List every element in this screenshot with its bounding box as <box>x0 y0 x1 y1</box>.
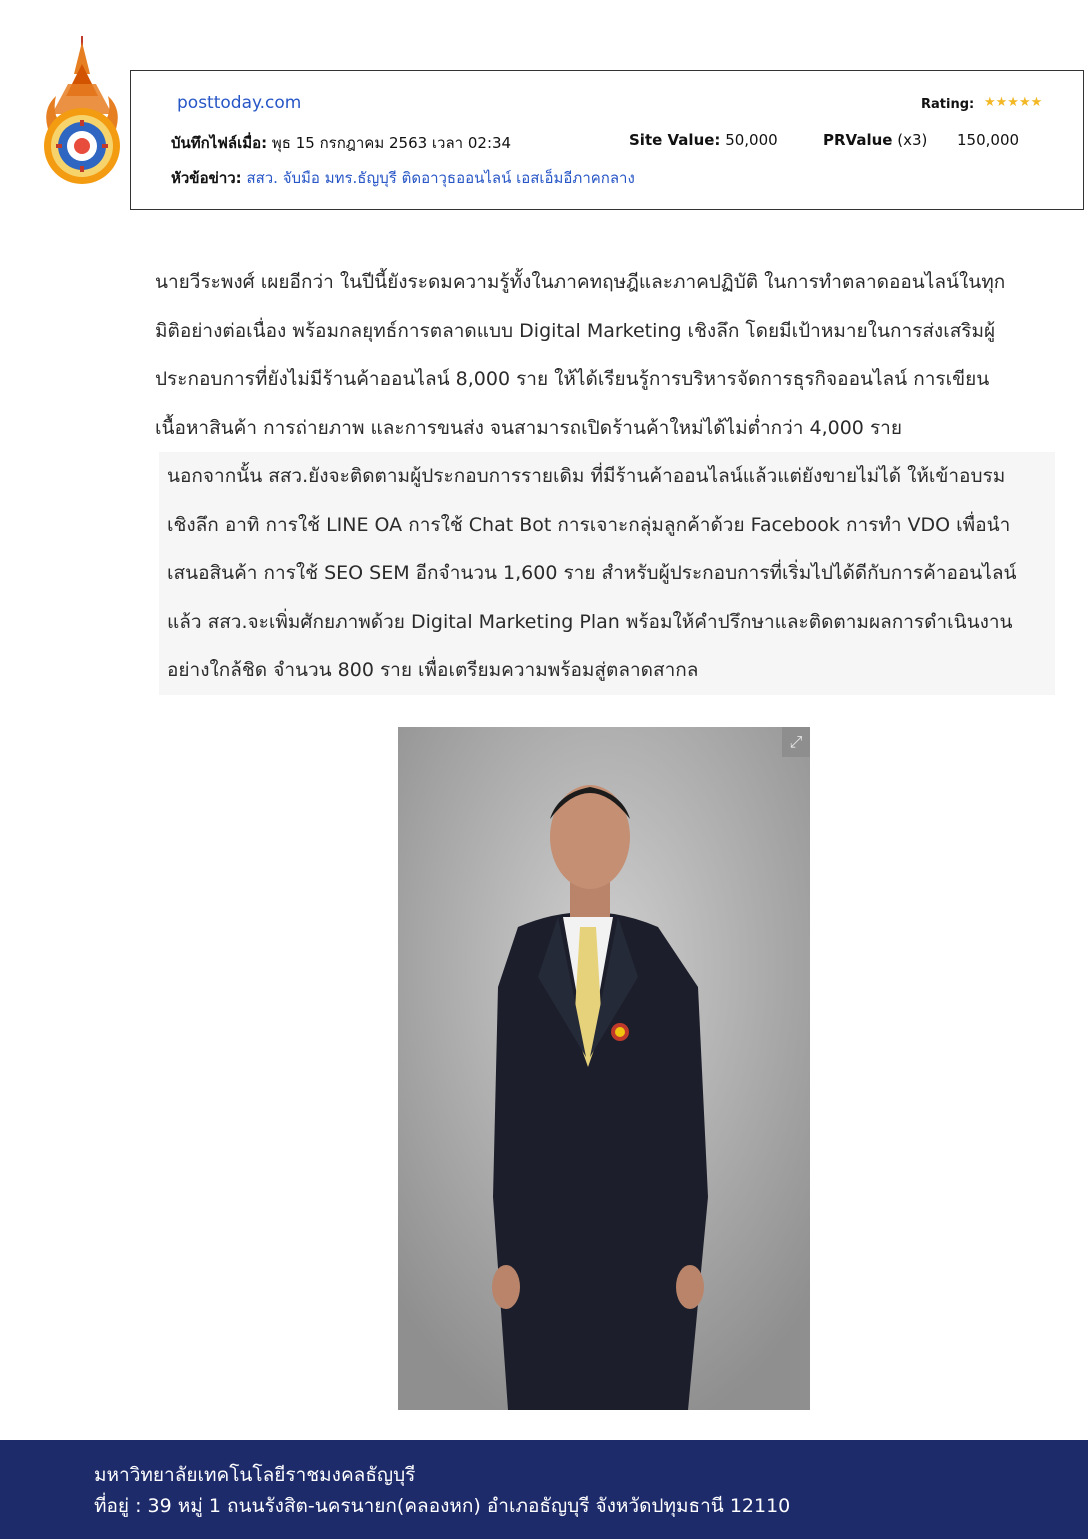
rating-stars-icon: ★★★★★ <box>984 95 1043 110</box>
article-line: อย่างใกล้ชิด จำนวน 800 ราย เพื่อเตรียมความพร้อมสู่ตลาดสากล <box>167 659 699 681</box>
pr-value-number: 150,000 <box>957 131 1020 149</box>
filed-date <box>171 131 511 155</box>
pr-value-label: PRValue <box>823 131 893 149</box>
headline <box>171 166 635 190</box>
rating-label: Rating: <box>921 97 975 112</box>
article-line: ประกอบการที่ยังไม่มีร้านค้าออนไลน์ 8,000 ราย ให้ได้เรียนรู้การบริหารจัดการธุรกิจออนไลน์ การเขียน <box>155 368 990 390</box>
source-link[interactable]: posttoday.com <box>177 93 302 113</box>
article-line: เสนอสินค้า การใช้ SEO SEM อีกจำนวน 1,600 ราย สำหรับผู้ประกอบการที่เริ่มไปได้ดีกับการค้าออนไลน์ <box>167 562 1017 584</box>
article-line: มิติอย่างต่อเนื่อง พร้อมกลยุทธ์การตลาดแบบ Digital Marketing เชิงลึก โดยมีเป้าหมายในการส่งเสริมผู้ <box>155 319 996 342</box>
portrait-photo <box>398 727 810 1410</box>
filed-value: พุธ 15 กรกฎาคม 2563 เวลา 02:34 <box>271 134 512 152</box>
headline-value: สสว. จับมือ มทร.ธัญบุรี ติดอาวุธออนไลน์ เอสเอ็มอีภาคกลาง <box>246 169 635 187</box>
article-paragraph-1 <box>155 258 1055 452</box>
article-line: เนื้อหาสินค้า การถ่ายภาพ และการขนส่ง จนสามารถเปิดร้านค้าใหม่ได้ไม่ต่ำกว่า 4,000 ราย <box>155 416 902 439</box>
pr-value <box>823 131 927 149</box>
pr-value-multiplier: (x3) <box>897 131 928 149</box>
site-value-number: 50,000 <box>725 131 778 149</box>
footer <box>0 1440 1088 1539</box>
clipping-info-box <box>130 70 1084 210</box>
article-line: นอกจากนั้น สสว.ยังจะติดตามผู้ประกอบการรายเดิม ที่มีร้านค้าออนไลน์แล้วแต่ยังขายไม่ได้ ให้เข้าอบรม <box>167 465 1006 487</box>
site-value <box>629 131 778 149</box>
footer-university-name: มหาวิทยาลัยเทคโนโลยีราชมงคลธัญบุรี <box>94 1464 416 1486</box>
article-line: แล้ว สสว.จะเพิ่มศักยภาพด้วย Digital Marketing Plan พร้อมให้คำปรึกษาและติดตามผลการดำเนินงาน <box>167 610 1013 633</box>
headline-label: หัวข้อข่าว: <box>171 169 242 187</box>
article-line: นายวีระพงศ์ เผยอีกว่า ในปีนี้ยังระดมความรู้ทั้งในภาคทฤษฎีและภาคปฏิบัติ ในการทำตลาดออนไลน์ในทุก <box>155 271 1006 293</box>
site-value-label: Site Value: <box>629 131 721 149</box>
article-body <box>155 258 1055 695</box>
expand-icon[interactable]: ⤢ <box>782 727 810 757</box>
university-seal-logo <box>38 34 126 184</box>
footer-address: ที่อยู่ : 39 หมู่ 1 ถนนรังสิต-นครนายก(คลองหก) อำเภอธัญบุรี จังหวัดปทุมธานี 12110 <box>94 1495 791 1517</box>
portrait-illustration <box>398 727 810 1410</box>
filed-label: บันทึกไฟล์เมื่อ: <box>171 134 268 152</box>
article-line: เชิงลึก อาทิ การใช้ LINE OA การใช้ Chat Bot การเจาะกลุ่มลูกค้าด้วย Facebook การทำ VDO เพื่อนำ <box>167 513 1011 536</box>
article-paragraph-2 <box>159 452 1055 695</box>
